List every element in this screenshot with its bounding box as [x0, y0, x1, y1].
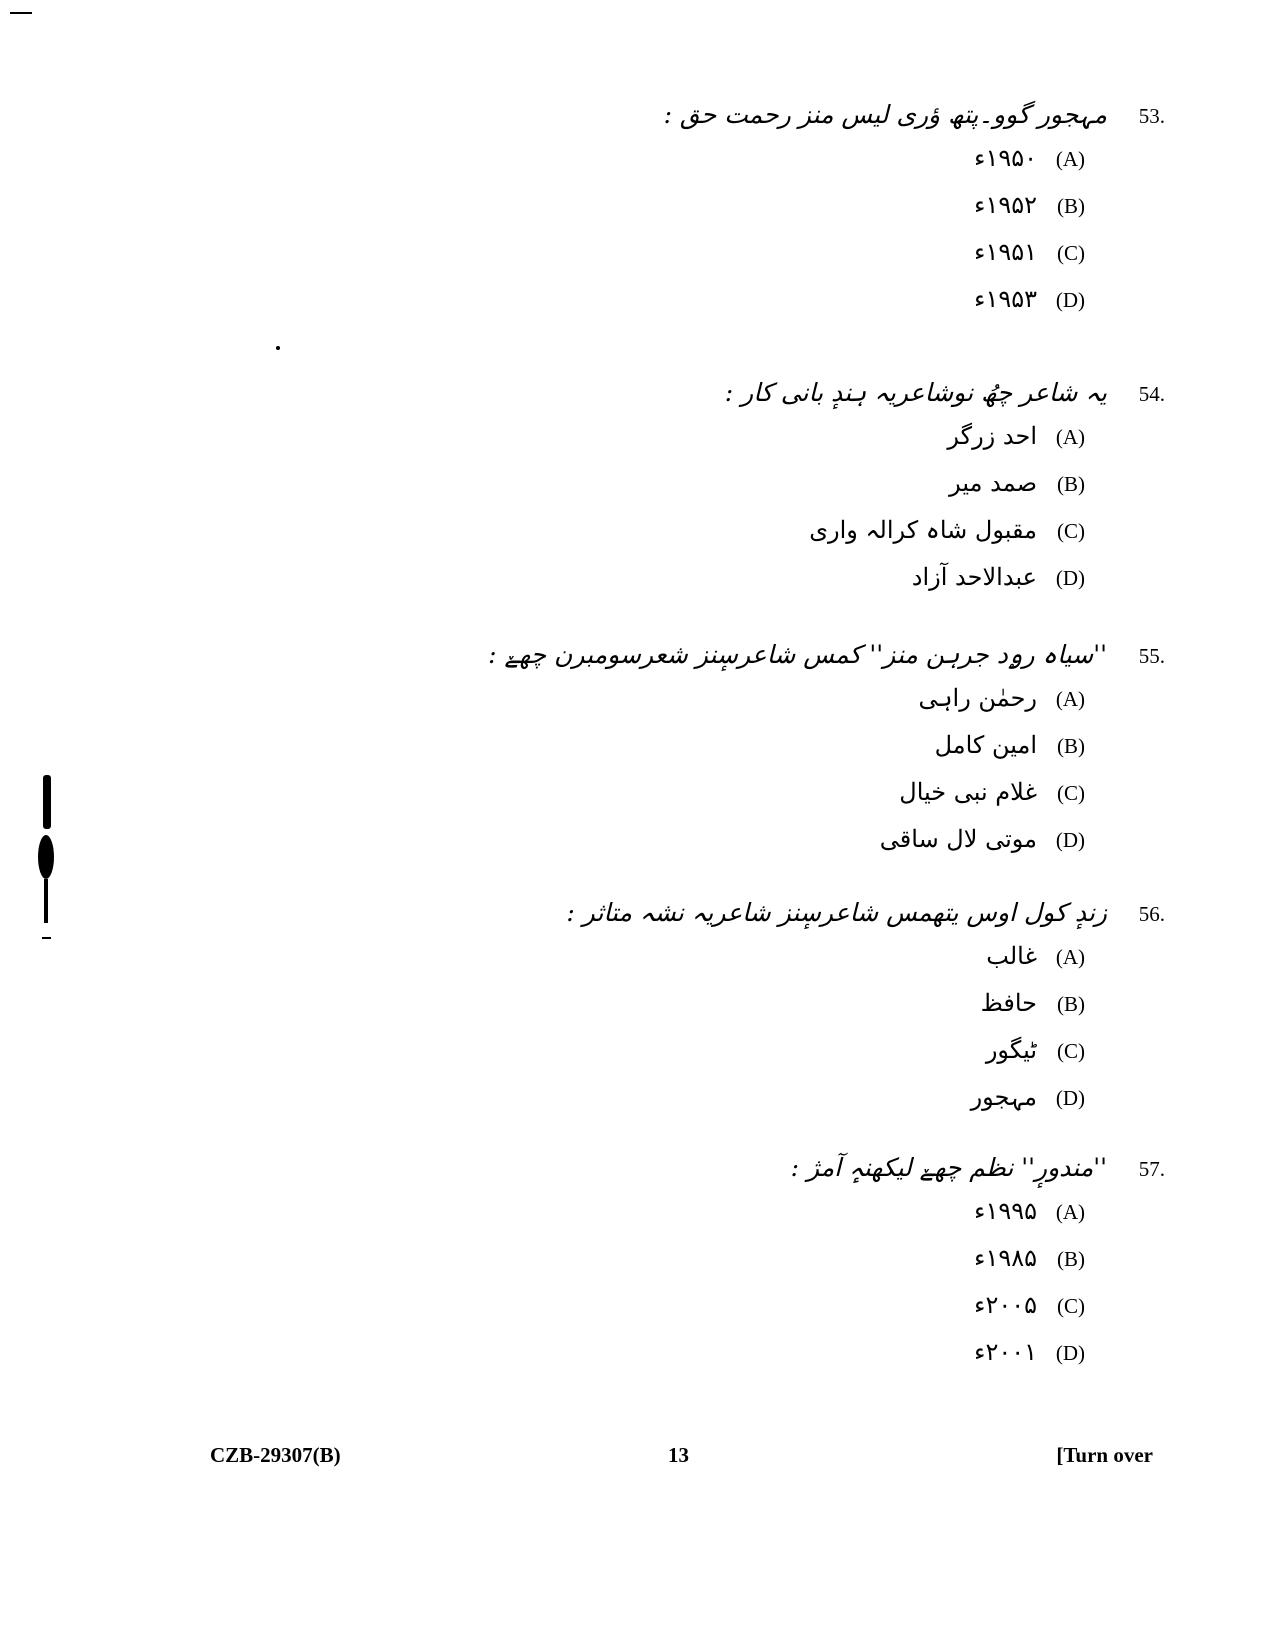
option-text: مہجور [970, 1083, 1037, 1111]
binding-mark [38, 775, 58, 945]
option-c [974, 238, 1085, 285]
option-label: (B) [1057, 194, 1085, 218]
option-text: ٹیگور [985, 1036, 1037, 1064]
option-label: (C) [1057, 241, 1085, 265]
option-text: ۱۹۵۰ء [974, 144, 1037, 172]
option-d [974, 285, 1085, 332]
question-number: 54. [1138, 382, 1165, 406]
option-label: (D) [1055, 828, 1085, 852]
question-number: 57. [1138, 1157, 1165, 1181]
option-text: ۱۹۵۳ء [974, 285, 1037, 313]
option-label: (D) [1055, 1086, 1085, 1110]
option-c [809, 516, 1085, 563]
option-text: مقبول شاہ کرالہ واری [809, 516, 1037, 544]
option-a [974, 1197, 1085, 1244]
question-number: 53. [1138, 104, 1165, 128]
option-text: غالب [986, 942, 1037, 970]
question-number: 55. [1138, 644, 1165, 668]
option-label: (D) [1055, 288, 1085, 312]
option-d [974, 1338, 1085, 1385]
option-a [809, 422, 1085, 469]
option-text: صمد میر [949, 469, 1037, 497]
option-label: (A) [1055, 945, 1085, 969]
option-label: (C) [1057, 1294, 1085, 1318]
question-55 [488, 640, 1165, 853]
option-a [974, 144, 1085, 191]
option-label: (B) [1057, 472, 1085, 496]
stray-dot [276, 346, 280, 350]
question-number: 56. [1138, 902, 1165, 926]
option-label: (C) [1057, 781, 1085, 805]
footer-paper-code: CZB-29307(B) [210, 1443, 341, 1467]
option-text: ۱۹۸۵ء [974, 1244, 1037, 1272]
question-53 [663, 100, 1165, 313]
option-label: (D) [1055, 1341, 1085, 1365]
option-label: (D) [1055, 566, 1085, 590]
option-text: ۱۹۵۱ء [974, 238, 1037, 266]
option-label: (A) [1055, 1200, 1085, 1224]
option-b [809, 469, 1085, 516]
option-label: (A) [1055, 687, 1085, 711]
option-label: (C) [1057, 519, 1085, 543]
option-label: (A) [1055, 147, 1085, 171]
option-text: موتی لال ساقی [879, 825, 1037, 853]
question-text: مہجور گوو۔پتھ ؤری لیس منز رحمت حق : [663, 100, 1107, 129]
option-c [974, 1291, 1085, 1338]
option-label: (B) [1057, 1247, 1085, 1271]
option-b [974, 1244, 1085, 1291]
question-56 [566, 898, 1165, 1111]
question-text: ''مندورٕ'' نظم چھےٚ لیکھنہٕ آمژ : [790, 1153, 1107, 1182]
option-b [971, 989, 1085, 1036]
option-text: ۱۹۹۵ء [974, 1197, 1037, 1225]
option-text: ۱۹۵۲ء [974, 191, 1037, 219]
option-text: حافظ [980, 989, 1037, 1017]
question-57 [790, 1153, 1165, 1366]
option-text: غلام نبی خیال [899, 778, 1037, 806]
option-text: ۲۰۰۱ء [974, 1338, 1037, 1366]
question-text: یہ شاعر چھُ نوشاعریہ ہندٕ بانی کار : [724, 378, 1107, 407]
option-label: (B) [1057, 734, 1085, 758]
option-text: رحمٰن راہی [918, 684, 1037, 712]
question-text: ''سیاہ رۄد جرہن منز'' کمس شاعرسٕنز شعرسومبرن چھےٚ : [488, 640, 1107, 669]
option-label: (B) [1057, 992, 1085, 1016]
option-text: احد زرگر [947, 422, 1037, 450]
page-edge-mark [10, 12, 32, 14]
option-a [880, 684, 1085, 731]
question-54 [724, 378, 1165, 591]
option-label: (A) [1055, 425, 1085, 449]
option-d [880, 825, 1085, 872]
option-d [971, 1083, 1085, 1130]
option-c [971, 1036, 1085, 1083]
option-a [971, 942, 1085, 989]
footer-turn-over: [Turn over [1056, 1443, 1153, 1467]
option-b [880, 731, 1085, 778]
footer-page-number: 13 [668, 1443, 689, 1467]
option-d [809, 563, 1085, 610]
option-text: امین کامل [934, 731, 1037, 759]
option-label: (C) [1057, 1039, 1085, 1063]
option-text: ۲۰۰۵ء [974, 1291, 1037, 1319]
question-text: زندٕ کول اوس یتھمس شاعرسٕنز شاعریہ نشہ متاثر : [566, 898, 1107, 927]
option-text: عبدالاحد آزاد [911, 563, 1037, 591]
option-b [974, 191, 1085, 238]
option-c [880, 778, 1085, 825]
